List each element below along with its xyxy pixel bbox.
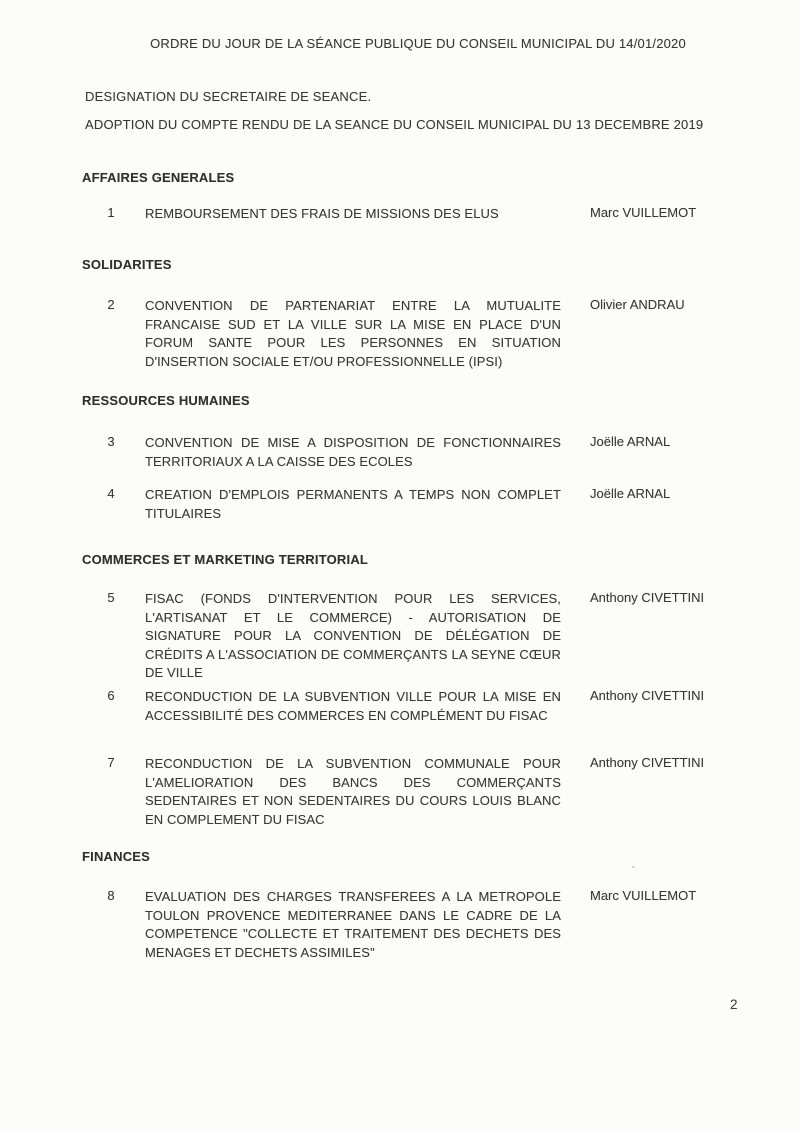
item-title: EVALUATION DES CHARGES TRANSFEREES A LA METROPOLE TOULON PROVENCE MEDITERRANEE DANS LE CADRE DE LA COMPETENCE "COLLECTE ET TRAITEMENT DES DECHETS DES MENAGES ET DECHETS ASSIMILES" — [145, 889, 561, 960]
item-title: CONVENTION DE MISE A DISPOSITION DE FONCTIONNAIRES TERRITORIAUX A LA CAISSE DES ECOLES — [145, 435, 561, 469]
section-heading-finances: FINANCES — [82, 849, 151, 864]
page-number: 2 — [730, 997, 738, 1012]
item-rapporteur: Anthony CIVETTINI — [590, 688, 705, 703]
item-rapporteur: Anthony CIVETTINI — [590, 755, 705, 770]
item-rapporteur: Marc VUILLEMOT — [590, 888, 697, 903]
item-number: 6 — [107, 688, 115, 703]
section-heading-affaires-generales: AFFAIRES GENERALES — [82, 170, 235, 185]
item-title: FISAC (FONDS D'INTERVENTION POUR LES SERVICES, L'ARTISANAT ET LE COMMERCE) - AUTORISATION DE SIGNATURE POUR LA CONVENTION DE DÉLÉGATION DE CRÉDITS A L'ASSOCIATION DE COMMERÇANTS LA SEYNE CŒUR DE VILLE — [145, 591, 561, 681]
item-title: RECONDUCTION DE LA SUBVENTION VILLE POUR LA MISE EN ACCESSIBILITÉ DES COMMERCES EN COMPLÉMENT DU FISAC — [145, 689, 561, 723]
item-title: CONVENTION DE PARTENARIAT ENTRE LA MUTUALITE FRANCAISE SUD ET LA VILLE SUR LA MISE EN PLACE D'UN FORUM SANTE POUR LES PERSONNES EN SITUATION D'INSERTION SOCIALE ET/OU PROFESSIONNELLE (IPSI) — [145, 298, 561, 369]
preliminary-line-compte-rendu: ADOPTION DU COMPTE RENDU DE LA SEANCE DU CONSEIL MUNICIPAL DU 13 DECEMBRE 2019 — [85, 117, 704, 132]
item-number: 3 — [107, 434, 115, 449]
scan-speck — [632, 866, 635, 868]
item-rapporteur: Joëlle ARNAL — [590, 434, 671, 449]
item-rapporteur: Marc VUILLEMOT — [590, 205, 697, 220]
item-number: 1 — [107, 205, 115, 220]
item-number: 2 — [107, 297, 115, 312]
item-title: CREATION D'EMPLOIS PERMANENTS A TEMPS NON COMPLET TITULAIRES — [145, 487, 561, 521]
item-number: 7 — [107, 755, 115, 770]
item-title: REMBOURSEMENT DES FRAIS DE MISSIONS DES ELUS — [145, 206, 499, 221]
item-rapporteur: Anthony CIVETTINI — [590, 590, 705, 605]
item-number: 4 — [107, 486, 115, 501]
section-heading-ressources-humaines: RESSOURCES HUMAINES — [82, 393, 250, 408]
item-rapporteur: Olivier ANDRAU — [590, 297, 685, 312]
item-number: 8 — [107, 888, 115, 903]
section-heading-solidarites: SOLIDARITES — [82, 257, 172, 272]
item-title: RECONDUCTION DE LA SUBVENTION COMMUNALE POUR L'AMELIORATION DES BANCS DES COMMERÇANTS SEDENTAIRES ET NON SEDENTAIRES DU COURS LOUIS BLANC EN COMPLEMENT DU FISAC — [145, 756, 561, 827]
item-rapporteur: Joëlle ARNAL — [590, 486, 671, 501]
section-heading-commerces-marketing: COMMERCES ET MARKETING TERRITORIAL — [82, 552, 369, 567]
document-title: ORDRE DU JOUR DE LA SÉANCE PUBLIQUE DU CONSEIL MUNICIPAL DU 14/01/2020 — [150, 36, 686, 51]
item-number: 5 — [107, 590, 115, 605]
preliminary-line-secretaire: DESIGNATION DU SECRETAIRE DE SEANCE. — [85, 89, 372, 104]
